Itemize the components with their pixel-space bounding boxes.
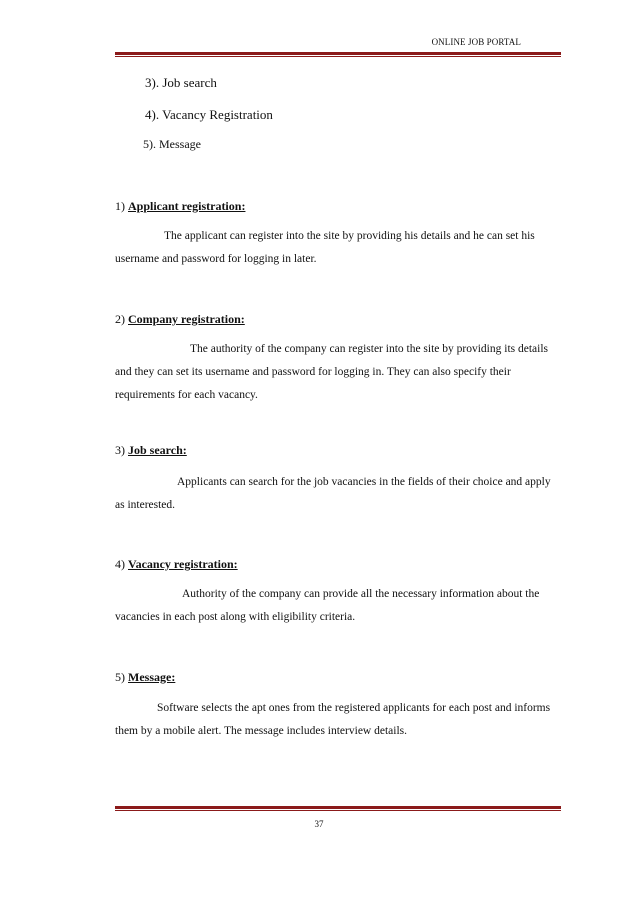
paragraph-vacancy-registration [115, 583, 561, 629]
section-heading-message [115, 670, 175, 685]
section-title: Vacancy registration: [128, 557, 238, 571]
paragraph-line: as interested. [115, 499, 176, 511]
section-number: 1) [115, 199, 128, 213]
section-heading-company-registration [115, 312, 245, 327]
section-number: 2) [115, 312, 128, 326]
paragraph-line: requirements for each vacancy. [115, 389, 258, 401]
list-item-vacancy-registration: 4). Vacancy Registration [145, 107, 273, 122]
section-heading-applicant-registration [115, 199, 245, 214]
paragraph-message [115, 697, 561, 743]
footer-rule [115, 806, 561, 811]
section-number: 4) [115, 557, 128, 571]
page-number: 37 [314, 819, 324, 829]
section-number: 3) [115, 443, 128, 457]
section-heading-vacancy-registration [115, 557, 238, 572]
paragraph-line: The authority of the company can register into the site by providing its details [190, 343, 549, 355]
list-item-message: 5). Message [143, 137, 201, 151]
header-rule [115, 52, 561, 57]
section-title: Company registration: [128, 312, 245, 326]
paragraph-line: vacancies in each post along with eligibility criteria. [115, 611, 356, 623]
section-number: 5) [115, 670, 128, 684]
paragraph-line: and they can set its username and password for logging in. They can also specify their [115, 366, 511, 378]
paragraph-line: Software selects the apt ones from the registered applicants for each post and informs [157, 702, 551, 714]
paragraph-line: username and password for logging in later. [115, 253, 317, 265]
list-item-job-search: 3). Job search [145, 75, 217, 90]
paragraph-line: them by a mobile alert. The message includes interview details. [115, 725, 407, 737]
section-title: Job search: [128, 443, 187, 457]
paragraph-applicant-registration [115, 225, 561, 271]
section-heading-job-search [115, 443, 187, 458]
paragraph-line: Applicants can search for the job vacancies in the fields of their choice and apply [177, 476, 551, 488]
section-title: Applicant registration: [128, 199, 246, 213]
running-header: ONLINE JOB PORTAL [431, 37, 521, 47]
paragraph-line: Authority of the company can provide all the necessary information about the [182, 588, 540, 600]
paragraph-line: The applicant can register into the site by providing his details and he can set his [164, 230, 535, 242]
paragraph-job-search [115, 471, 561, 517]
section-title: Message: [128, 670, 176, 684]
paragraph-company-registration [115, 338, 561, 407]
